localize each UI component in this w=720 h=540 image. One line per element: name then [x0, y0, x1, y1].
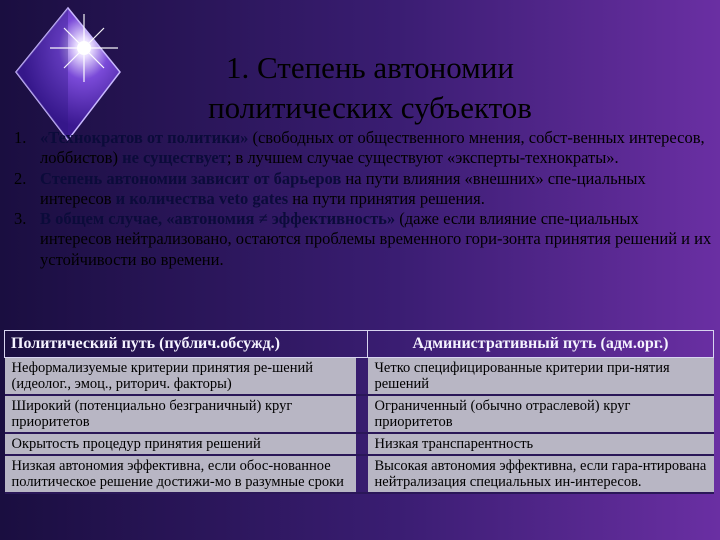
- table-gap: [356, 395, 368, 433]
- table-header-row: [5, 331, 714, 358]
- list-item-number: 2.: [14, 168, 27, 188]
- table-cell: Высокая автономия эффективна, если гара-нтирована нейтрализация специальных ин-интересов.: [368, 455, 714, 493]
- table-cell: Низкая автономия эффективна, если обос-нованное политическое решение достижи-мо в разумные сроки: [5, 455, 356, 493]
- table-cell: Неформализуемые критерии принятия ре-шений (идеолог., эмоц., риторич. факторы): [5, 358, 356, 396]
- table-cell: Низкая транспарентность: [368, 433, 714, 455]
- body-text: (свободных от общественного мнения, собст-венных интересов, лоббистов): [40, 128, 705, 168]
- title-line-2: политических субъектов: [208, 90, 532, 125]
- emphasis-text: и количества veto gates: [115, 188, 289, 208]
- table-gap: [356, 358, 368, 396]
- table-cell: Окрытость процедур принятия решений: [5, 433, 356, 455]
- body-text: на пути влияния «внешних» спе-циальных интересов: [40, 168, 646, 208]
- table-row: [5, 358, 714, 396]
- table-row: [5, 433, 714, 455]
- list-item: [14, 128, 714, 169]
- column-header-political: Политический путь (публич.обсужд.): [5, 331, 368, 358]
- title-line-1: 1. Степень автономии: [226, 50, 514, 85]
- emphasis-text: «Технократов от политики»: [40, 128, 249, 147]
- table-cell: Широкий (потенциально безграничный) круг приоритетов: [5, 395, 356, 433]
- page-title: [150, 48, 590, 128]
- diamond-star-icon: [10, 6, 122, 142]
- emphasis-text: В общем случае, «автономия ≠ эффективность»: [40, 209, 396, 229]
- body-text: ; в лучшем случае существуют «эксперты-технократы».: [226, 148, 619, 168]
- comparison-table: [4, 330, 714, 494]
- emphasis-text: не существует: [122, 148, 227, 168]
- table-row: [5, 395, 714, 433]
- list-item: [14, 209, 714, 270]
- table-row: [5, 455, 714, 493]
- list-item-number: 1.: [14, 128, 27, 147]
- list-item: [14, 169, 714, 210]
- table-gap: [356, 433, 368, 455]
- body-text: на пути принятия решения.: [288, 188, 485, 208]
- table-cell: Ограниченный (обычно отраслевой) круг приоритетов: [368, 395, 714, 433]
- body-text: (даже если влияние спе-циальных интересов нейтрализовано, остаются проблемы временного гори-зонта принятия решений и их устойчивости во времени.: [40, 209, 712, 269]
- list-item-number: 3.: [14, 209, 27, 229]
- column-header-administrative: Административный путь (адм.орг.): [368, 331, 714, 358]
- points-list: [14, 128, 714, 270]
- table-gap: [356, 455, 368, 493]
- emphasis-text: Степень автономии зависит от барьеров: [40, 168, 342, 188]
- table-cell: Четко специфицированные критерии при-нятия решений: [368, 358, 714, 396]
